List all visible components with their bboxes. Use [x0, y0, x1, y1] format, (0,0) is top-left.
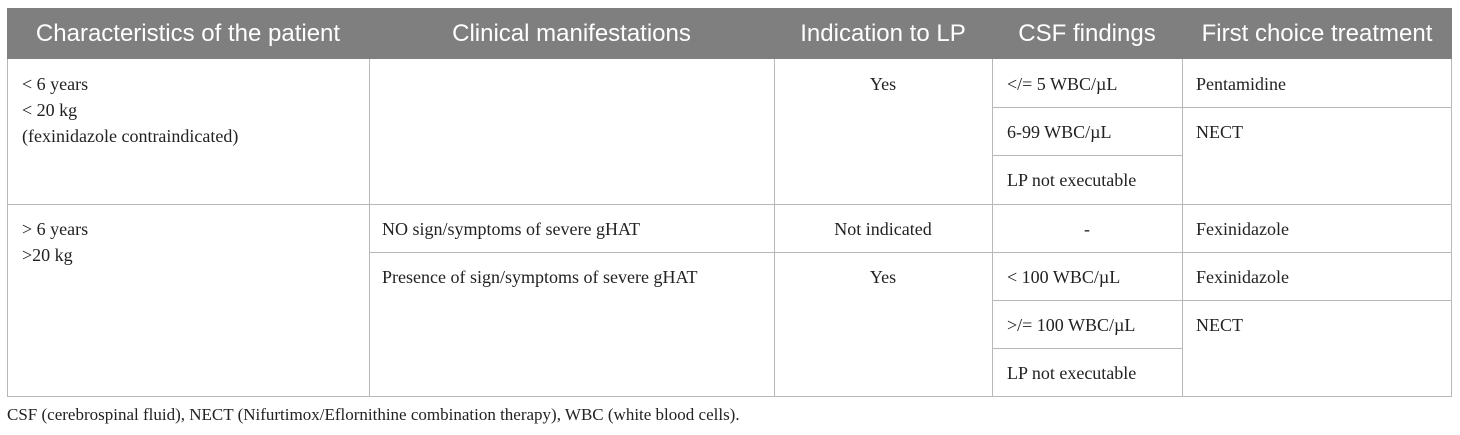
characteristics-cell: [22, 71, 362, 149]
csf-finding-cell: >/= 100 WBC/µL: [1007, 315, 1136, 335]
column-divider: [369, 59, 370, 397]
clinical-manifestation-cell: Presence of sign/symptoms of severe gHAT: [382, 267, 698, 287]
header-characteristics: Characteristics of the patient: [7, 8, 369, 59]
treatment-cell: NECT: [1196, 315, 1243, 335]
group-separator: [7, 204, 1452, 205]
table-border-right: [1451, 59, 1452, 397]
csf-finding-cell: LP not executable: [1007, 363, 1137, 383]
treatment-cell: Fexinidazole: [1196, 219, 1289, 239]
indication-cell: Not indicated: [834, 219, 932, 239]
characteristics-cell: [22, 216, 362, 268]
table-border-left: [7, 59, 8, 397]
indication-cell: Yes: [869, 74, 897, 94]
characteristic-line: >20 kg: [22, 245, 73, 265]
row-divider: [992, 155, 1182, 156]
treatment-cell: Pentamidine: [1196, 74, 1286, 94]
indication-cell: Yes: [869, 267, 897, 287]
treatment-cell: Fexinidazole: [1196, 267, 1289, 287]
header-csf-findings: CSF findings: [992, 8, 1182, 59]
row-divider: [992, 300, 1452, 301]
treatment-table: [7, 8, 1452, 397]
csf-finding-cell: </= 5 WBC/µL: [1007, 74, 1118, 94]
csf-finding-cell: 6-99 WBC/µL: [1007, 122, 1112, 142]
characteristic-line: < 6 years: [22, 74, 89, 94]
header-first-choice-treatment: First choice treatment: [1182, 8, 1452, 59]
header-clinical-manifestations: Clinical manifestations: [369, 8, 774, 59]
clinical-manifestation-cell: NO sign/symptoms of severe gHAT: [382, 219, 640, 239]
row-divider: [992, 107, 1452, 108]
treatment-cell: NECT: [1196, 122, 1243, 142]
header-indication-lp: Indication to LP: [774, 8, 992, 59]
csf-finding-cell: -: [1084, 219, 1090, 239]
characteristic-line: > 6 years: [22, 219, 89, 239]
row-divider: [369, 252, 1452, 253]
column-divider: [1182, 59, 1183, 397]
table-footnote: CSF (cerebrospinal fluid), NECT (Nifurtimox/Eflornithine combination therapy), WBC (white blood cells).: [7, 405, 740, 424]
characteristic-line: (fexinidazole contraindicated): [22, 126, 239, 146]
csf-finding-cell: LP not executable: [1007, 170, 1137, 190]
table-border-bottom: [7, 396, 1452, 397]
csf-finding-cell: < 100 WBC/µL: [1007, 267, 1121, 287]
row-divider: [992, 348, 1182, 349]
characteristic-line: < 20 kg: [22, 100, 78, 120]
